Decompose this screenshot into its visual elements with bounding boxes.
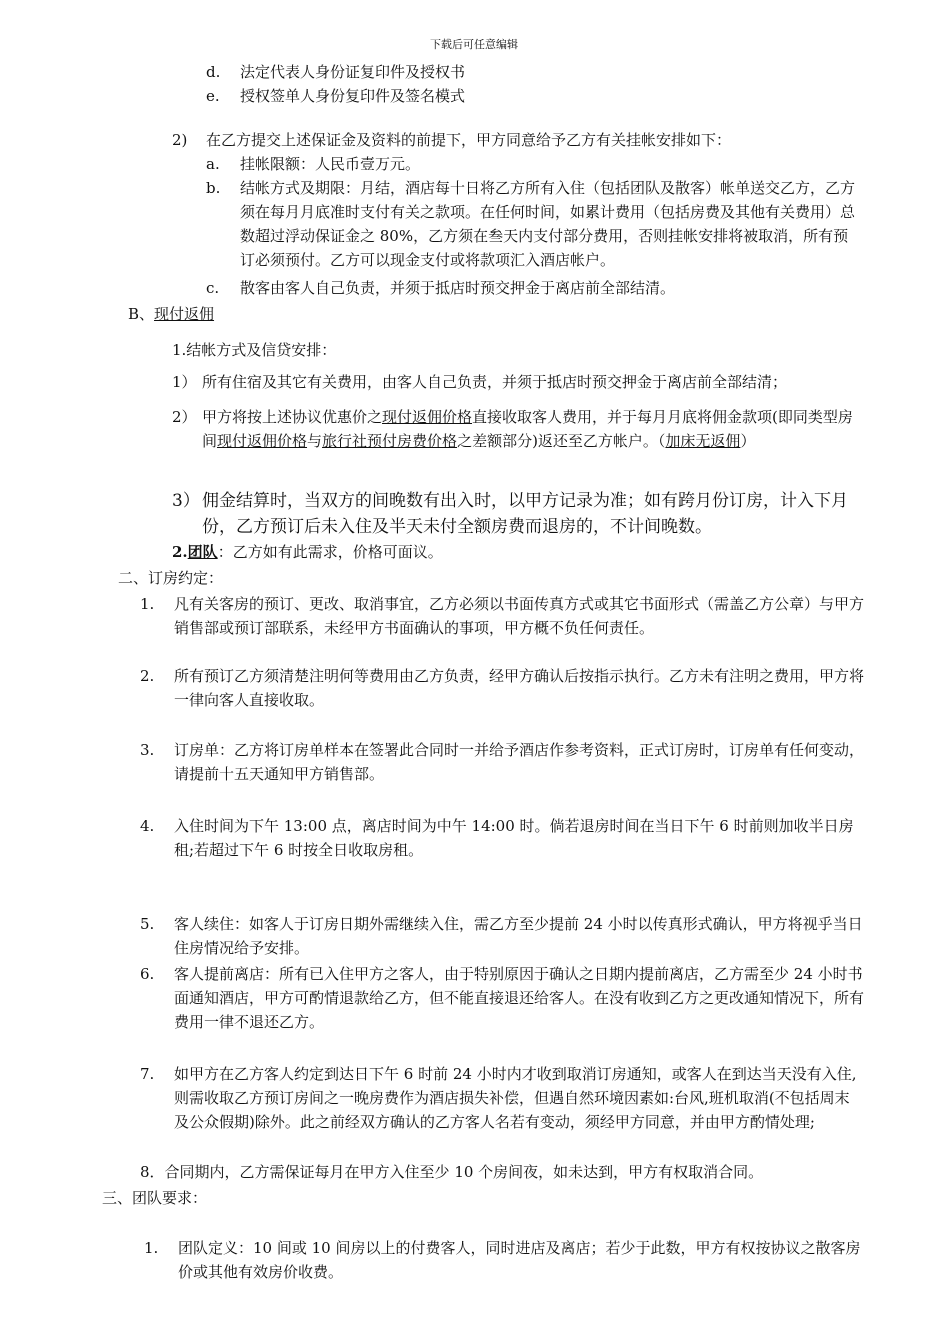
section-b-subheading-2: 2.团队：乙方如有此需求，价格可面议。: [172, 543, 443, 561]
booking-item-5-text: 客人续住：如客人于订房日期外需继续入住，需乙方至少提前 24 小时以传真形式确认，甲方将视乎当日住房情况给予安排。: [174, 915, 863, 957]
item-e-marker: e.: [206, 87, 220, 105]
booking-item-4-text: 入住时间为下午 13:00 点，离店时间为中午 14:00 时。倘若退房时间在当日下午 6 时前则加收半日房租;若超过下午 6 时按全日收取房租。: [174, 817, 854, 859]
group-item-1-text: 团队定义：10 间或 10 间房以上的付费客人，同时进店及离店；若少于此数，甲方有权按协议之散客房价或其他有效房价收费。: [178, 1239, 861, 1281]
b-item-2-marker: 2）: [172, 408, 197, 426]
item-a-text: 挂帐限额：人民币壹万元。: [240, 155, 421, 173]
booking-item-1-marker: 1.: [140, 595, 155, 613]
item-d-text: 法定代表人身份证复印件及授权书: [240, 63, 466, 81]
page-header: 下载后可任意编辑: [430, 38, 518, 51]
section-b-heading: B、现付返佣: [128, 305, 215, 323]
booking-item-4-marker: 4.: [140, 817, 155, 835]
b-item-3-marker: 3）: [172, 491, 200, 511]
section-3-heading: 三、团队要求：: [102, 1189, 208, 1207]
section-2-heading: 二、订房约定：: [118, 569, 224, 587]
item-b-text: 结帐方式及期限：月结，酒店每十日将乙方所有入住（包括团队及散客）帐单送交乙方，乙方须在每月月底准时支付有关之款项。在任何时间，如累计费用（包括房费及其他有关费用）总数超过浮动保证金之 80%，乙方须在叁天内支付部分费用，否则挂帐安排将被取消，所有预订必须预付。乙方可以现金支付或将款项汇入酒店帐户。: [240, 179, 856, 269]
item-d-marker: d.: [206, 63, 221, 81]
item-2-marker: 2): [172, 131, 188, 149]
booking-item-7-text: 如甲方在乙方客人约定到达日下午 6 时前 24 小时内才收到取消订房通知，或客人在到达当天没有入住,则需收取乙方预订房间之一晚房费作为酒店损失补偿，但遇自然环境因素如:台风,班机取消(不包括周末及公众假期)除外。此之前经双方确认的乙方客人名若有变动，须经甲方同意，并由甲方酌情处理;: [174, 1065, 857, 1131]
b-item-1-marker: 1）: [172, 373, 197, 391]
b-item-1-text: 所有住宿及其它有关费用，由客人自己负责，并须于抵店时预交押金于离店前全部结清；: [202, 373, 788, 391]
item-b-marker: b.: [206, 179, 221, 197]
booking-item-6-text: 客人提前离店：所有已入住甲方之客人，由于特别原因于确认之日期内提前离店，乙方需至少 24 小时书面通知酒店，甲方可酌情退款给乙方，但不能直接退还给客人。在没有收到乙方之更改通知情况下，所有费用一律不退还乙方。: [174, 965, 865, 1031]
booking-item-5-marker: 5.: [140, 915, 155, 933]
group-item-1-marker: 1.: [144, 1239, 159, 1257]
booking-item-2-text: 所有预订乙方须清楚注明何等费用由乙方负责，经甲方确认后按指示执行。乙方未有注明之费用，甲方将一律向客人直接收取。: [174, 667, 865, 709]
item-a-marker: a.: [206, 155, 220, 173]
item-2-text: 在乙方提交上述保证金及资料的前提下，甲方同意给予乙方有关挂帐安排如下：: [206, 131, 732, 149]
booking-item-6-marker: 6.: [140, 965, 155, 983]
booking-item-2-marker: 2.: [140, 667, 155, 685]
section-b-subheading-1: 1.结帐方式及信贷安排：: [172, 341, 337, 359]
booking-item-3-marker: 3.: [140, 741, 155, 759]
b-item-2-text: 甲方将按上述协议优惠价之现付返佣价格直接收取客人费用，并于每月月底将佣金款项(即同类型房间现付返佣价格与旅行社预付房费价格之差额部分)返还至乙方帐户。（加床无返佣）: [202, 408, 853, 450]
booking-item-8: 8．合同期内，乙方需保证每月在甲方入住至少 10 个房间夜，如未达到，甲方有权取消合同。: [140, 1163, 764, 1181]
item-c-text: 散客由客人自己负责，并须于抵店时预交押金于离店前全部结清。: [240, 279, 676, 297]
booking-item-1-text: 凡有关客房的预订、更改、取消事宜，乙方必须以书面传真方式或其它书面形式（需盖乙方公章）与甲方销售部或预订部联系，未经甲方书面确认的事项，甲方概不负任何责任。: [174, 595, 865, 637]
booking-item-3-text: 订房单：乙方将订房单样本在签署此合同时一并给予酒店作参考资料，正式订房时，订房单有任何变动，请提前十五天通知甲方销售部。: [174, 741, 865, 783]
b-item-3-text: 佣金结算时，当双方的间晚数有出入时，以甲方记录为准；如有跨月份订房，计入下月份，乙方预订后未入住及半天未付全额房费而退房的，不计间晚数。: [202, 491, 848, 537]
item-c-marker: c.: [206, 279, 220, 297]
booking-item-7-marker: 7.: [140, 1065, 155, 1083]
item-e-text: 授权签单人身份复印件及签名模式: [240, 87, 466, 105]
